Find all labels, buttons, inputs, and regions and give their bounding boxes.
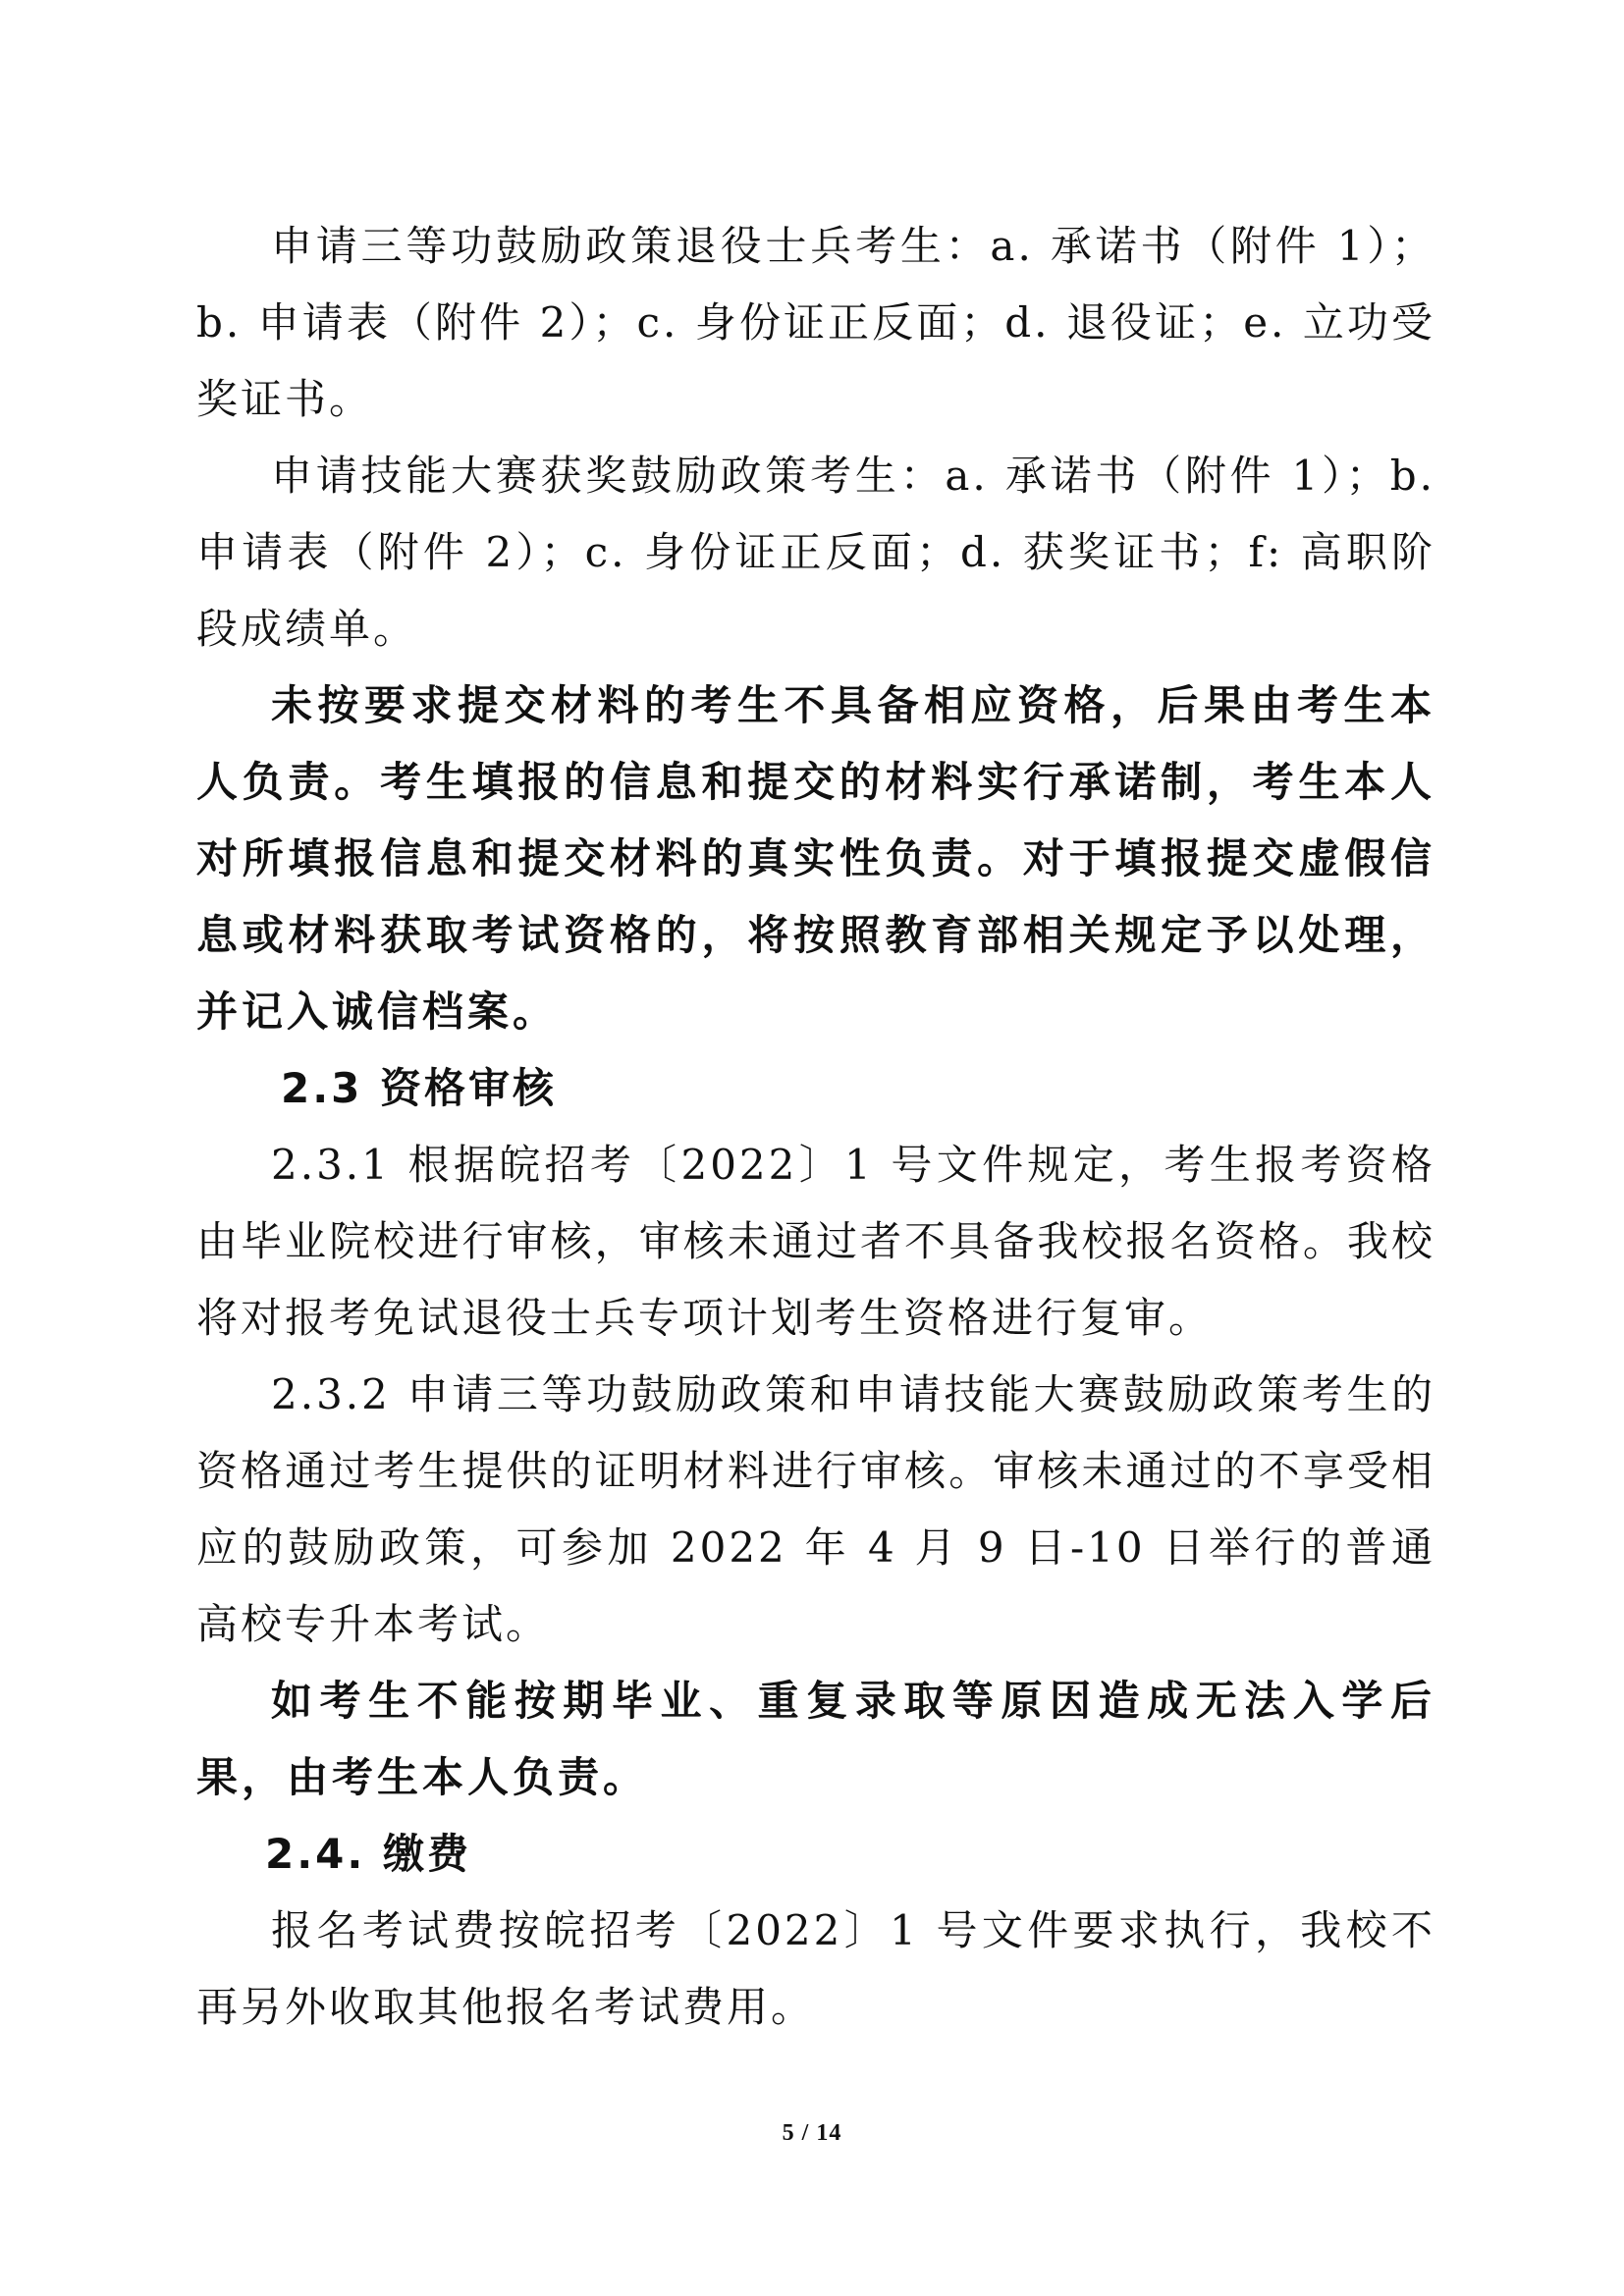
paragraph-2-3-1: 2.3.1 根据皖招考〔2022〕1 号文件规定，考生报考资格由毕业院校进行审核，审核未通过者不具备我校报名资格。我校将对报考免试退役士兵专项计划考生资格进行复审。 [196,1141,1435,1342]
paragraph-skills-competition-materials: 申请技能大赛获奖鼓励政策考生：a. 承诺书（附件 1）；b. 申请表（附件 2）；c. 身份证正反面；d. 获奖证书；f: 高职阶段成绩单。 [196,452,1435,653]
section-heading-payment: 2.4. 缴费 [265,1830,471,1878]
page-content [196,208,1435,2046]
section-heading-qualification-review: 2.3 资格审核 [281,1064,558,1112]
paragraph-fee-payment: 报名考试费按皖招考〔2022〕1 号文件要求执行，我校不再另外收取其他报名考试费用。 [196,1906,1435,2031]
paragraph-material-commitment-notice: 未按要求提交材料的考生不具备相应资格，后果由考生本人负责。考生填报的信息和提交的材料实行承诺制，考生本人对所填报信息和提交材料的真实性负责。对于填报提交虚假信息或材料获取考试资格的，将按照教育部相关规定予以处理，并记入诚信档案。 [196,681,1435,1036]
page-number: 5 / 14 [782,2120,842,2146]
paragraph-enrollment-responsibility-notice: 如考生不能按期毕业、重复录取等原因造成无法入学后果，由考生本人负责。 [196,1677,1435,1801]
paragraph-2-3-2: 2.3.2 申请三等功鼓励政策和申请技能大赛鼓励政策考生的资格通过考生提供的证明材料进行审核。审核未通过的不享受相应的鼓励政策，可参加 2022 年 4 月 9 日-10 日举行的普通高校专升本考试。 [196,1370,1435,1648]
paragraph-third-class-merit-materials: 申请三等功鼓励政策退役士兵考生：a. 承诺书（附件 1）；b. 申请表（附件 2）；c. 身份证正反面；d. 退役证；e. 立功受奖证书。 [196,222,1435,423]
